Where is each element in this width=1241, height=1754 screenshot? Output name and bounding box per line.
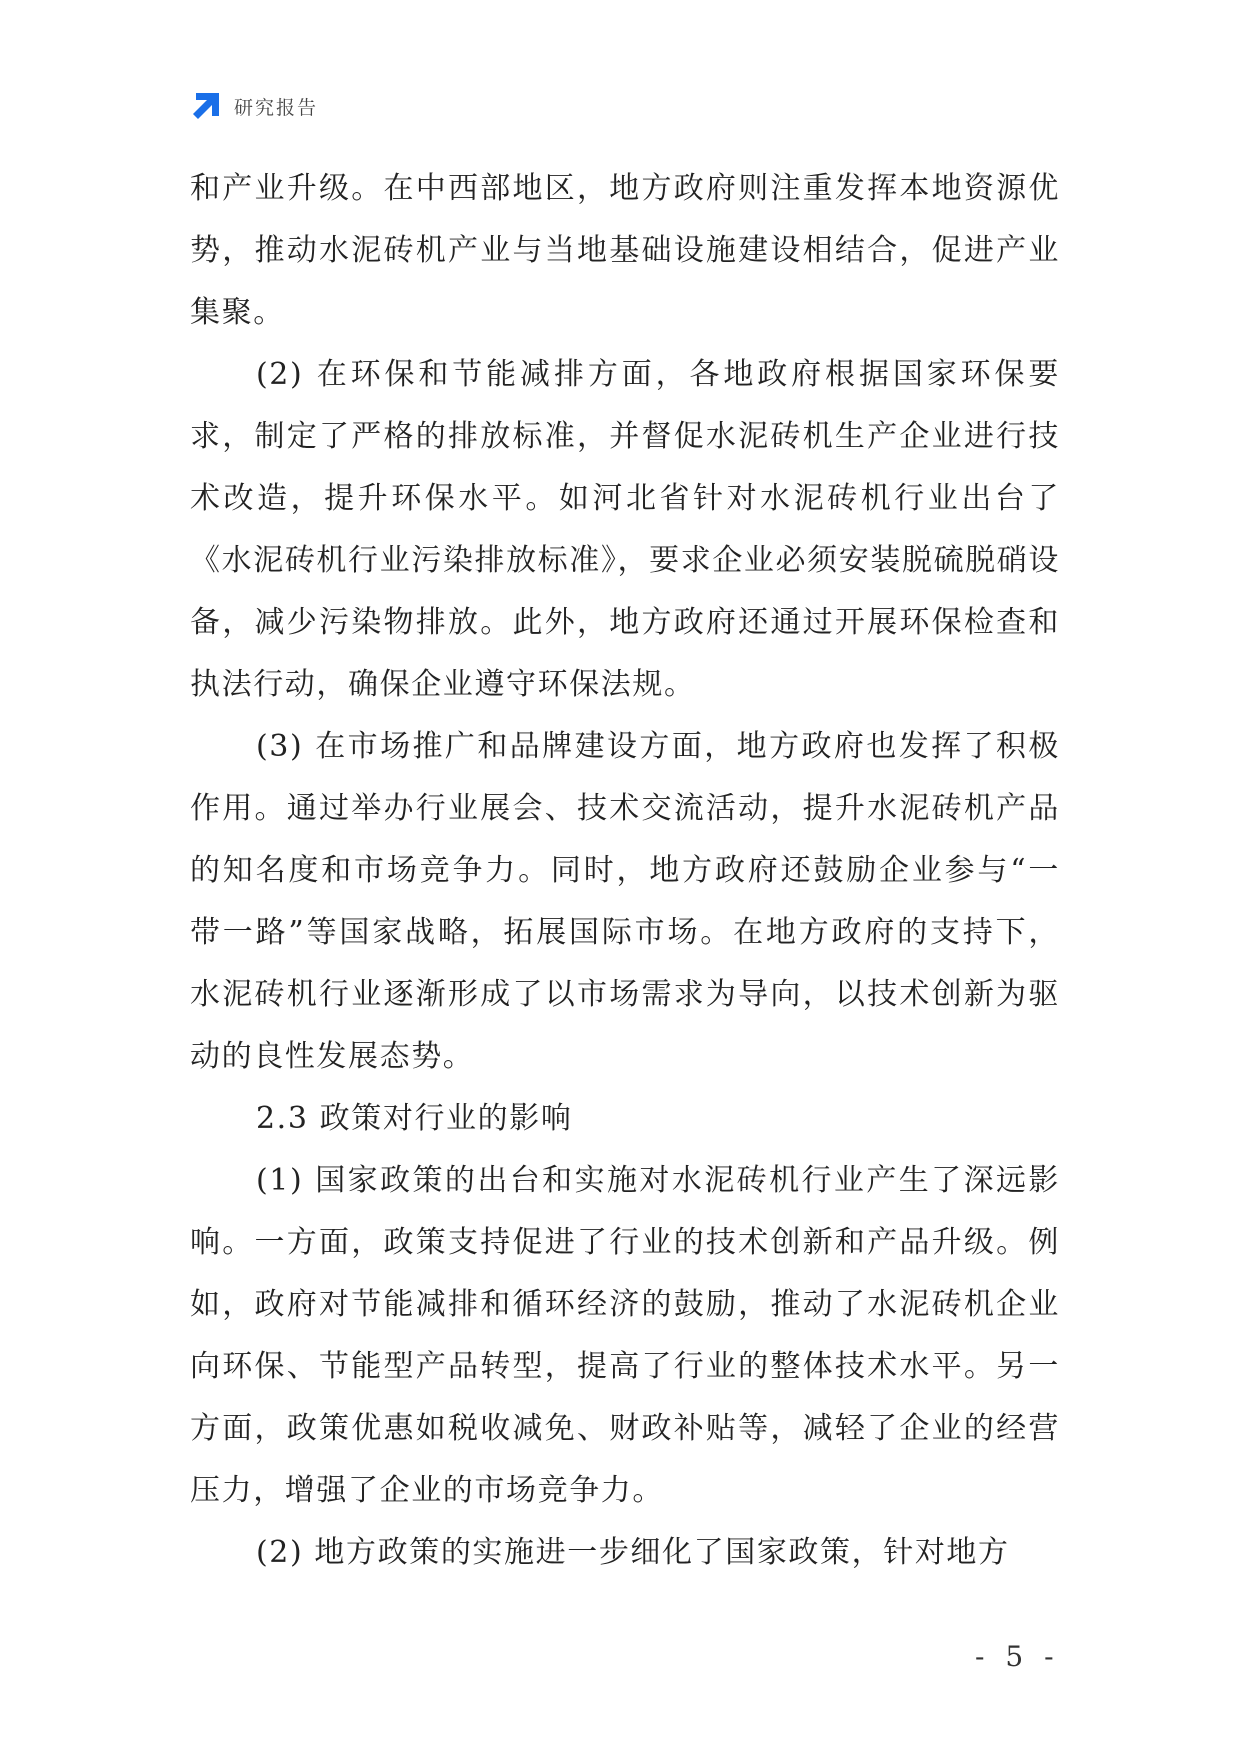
document-body	[190, 158, 1060, 1584]
page-header	[190, 88, 318, 124]
paragraph-continuation: 和产业升级。在中西部地区，地方政府则注重发挥本地资源优势，推动水泥砖机产业与当地基础设施建设相结合，促进产业集聚。	[190, 171, 1060, 330]
section-heading: 2.3 政策对行业的影响	[256, 1101, 573, 1136]
report-label: 研究报告	[234, 96, 319, 119]
paragraph-local-policy-impact: (2) 地方政策的实施进一步细化了国家政策，针对地方	[256, 1535, 1010, 1570]
arrow-up-right-icon	[190, 90, 222, 122]
page-number: - 5 -	[975, 1640, 1060, 1673]
paragraph-local-market: (3) 在市场推广和品牌建设方面，地方政府也发挥了积极作用。通过举办行业展会、技术交流活动，提升水泥砖机产品的知名度和市场竞争力。同时，地方政府还鼓励企业参与“一带一路”等国家战略，拓展国际市场。在地方政府的支持下，水泥砖机行业逐渐形成了以市场需求为导向，以技术创新为驱动的良性发展态势。	[190, 729, 1060, 1074]
paragraph-national-policy-impact: (1) 国家政策的出台和实施对水泥砖机行业产生了深远影响。一方面，政策支持促进了行业的技术创新和产品升级。例如，政府对节能减排和循环经济的鼓励，推动了水泥砖机企业向环保、节能型产品转型，提高了行业的整体技术水平。另一方面，政策优惠如税收减免、财政补贴等，减轻了企业的经营压力，增强了企业的市场竞争力。	[190, 1163, 1060, 1508]
paragraph-local-environmental: (2) 在环保和节能减排方面，各地政府根据国家环保要求，制定了严格的排放标准，并督促水泥砖机生产企业进行技术改造，提升环保水平。如河北省针对水泥砖机行业出台了《水泥砖机行业污染排放标准》，要求企业必须安装脱硫脱硝设备，减少污染物排放。此外，地方政府还通过开展环保检查和执法行动，确保企业遵守环保法规。	[190, 357, 1060, 702]
